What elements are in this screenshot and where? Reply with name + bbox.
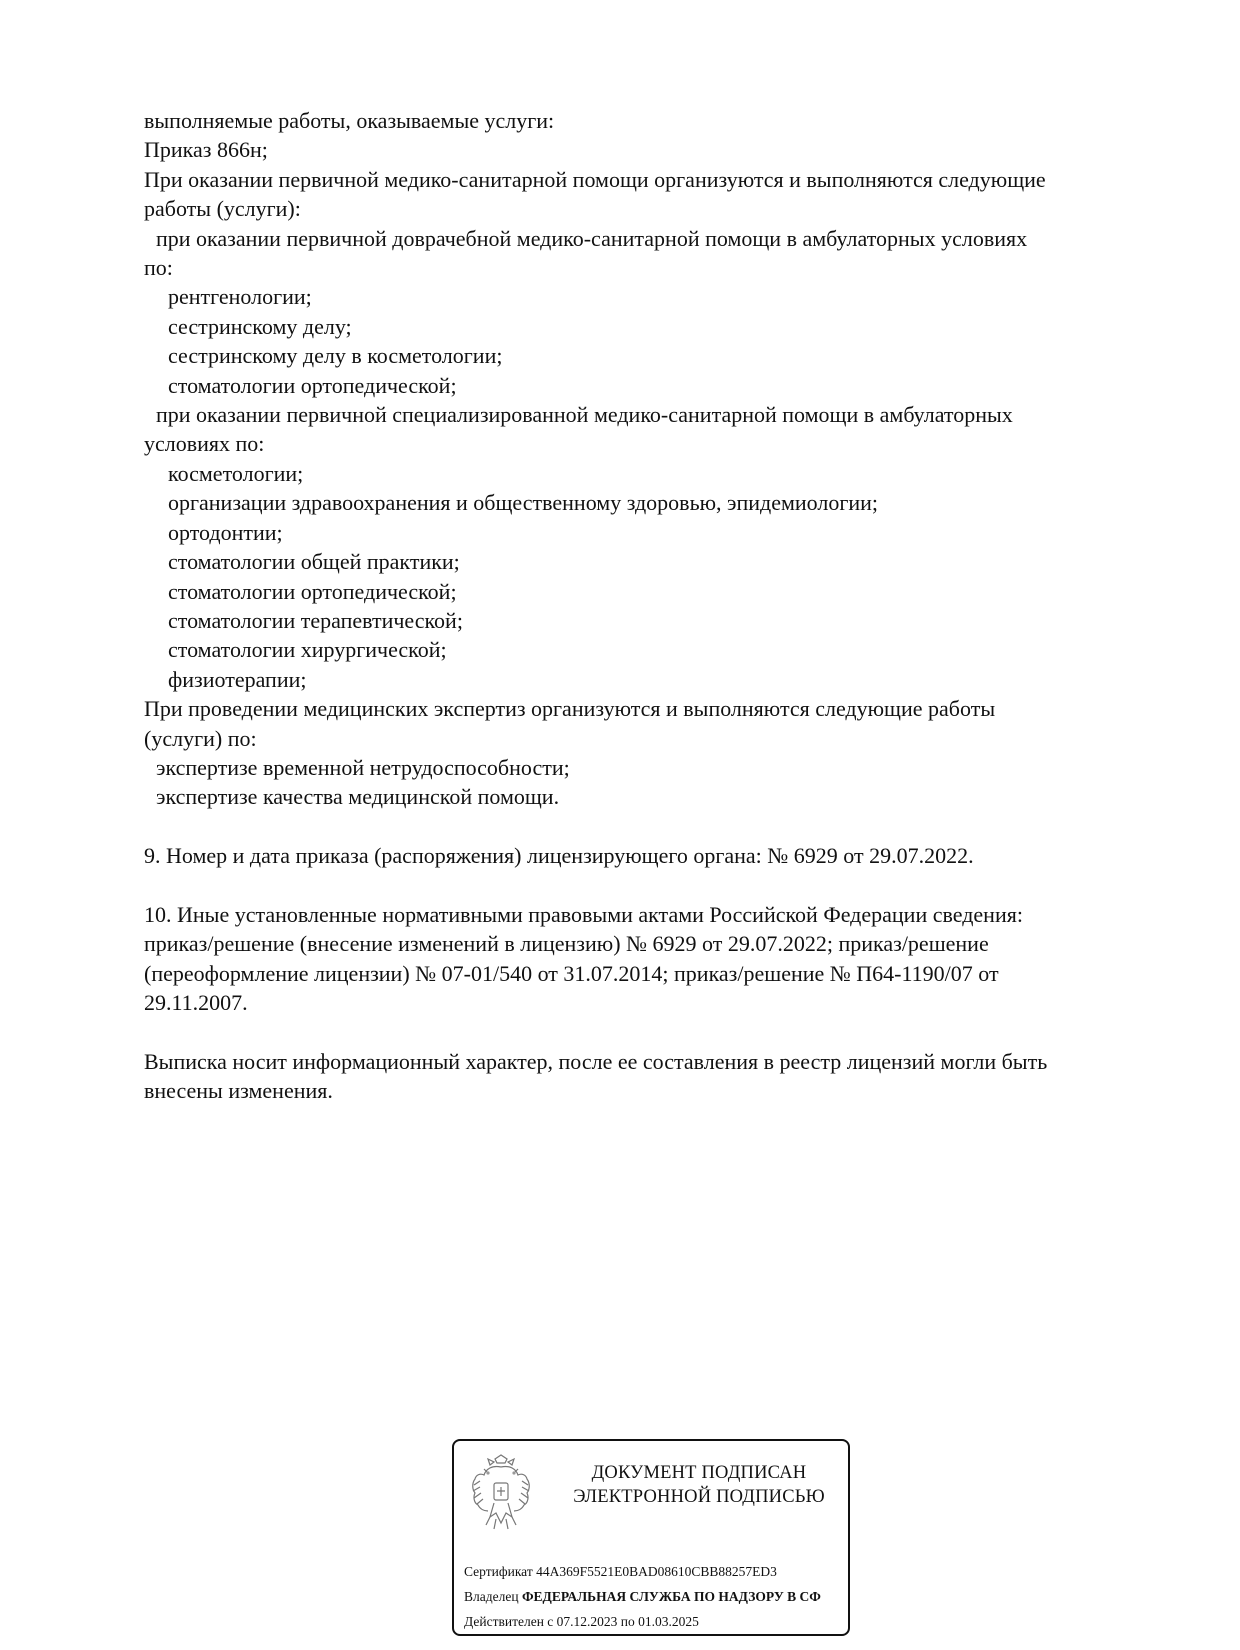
- validity-text: Действителен с 07.12.2023 по 01.03.2025: [464, 1614, 699, 1629]
- stamp-title: [554, 1461, 844, 1509]
- electronic-signature-stamp: [452, 1439, 850, 1636]
- text-line: работы (услуги):: [144, 196, 301, 222]
- list-item: экспертизе временной нетрудоспособности;: [156, 754, 570, 780]
- text-line: при оказании первичной специализированной медико-санитарной помощи в амбулаторных: [156, 402, 1013, 428]
- list-item: стоматологии ортопедической;: [168, 578, 457, 604]
- owner-label: Владелец: [464, 1589, 519, 1604]
- text-line: (услуги) по:: [144, 725, 257, 751]
- certificate-value: 44A369F5521E0BAD08610CBB88257ED3: [536, 1564, 777, 1579]
- note-line: Выписка носит информационный характер, после ее составления в реестр лицензий могли быть: [144, 1048, 1048, 1074]
- double-headed-eagle-emblem-icon: [468, 1453, 534, 1531]
- section-10-line: приказ/решение (внесение изменений в лицензию) № 6929 от 29.07.2022; приказ/решение: [144, 931, 989, 957]
- text-line: При проведении медицинских экспертиз организуются и выполняются следующие работы: [144, 696, 996, 722]
- text-line: Приказ 866н;: [144, 137, 268, 163]
- paragraph-gap: [144, 812, 1154, 841]
- section-9: 9. Номер и дата приказа (распоряжения) лицензирующего органа: № 6929 от 29.07.2022.: [144, 843, 974, 869]
- owner-row: [464, 1589, 821, 1605]
- list-item: сестринскому делу;: [168, 313, 352, 339]
- text-line: условиях по:: [144, 431, 265, 457]
- stamp-title-line: ЭЛЕКТРОННОЙ ПОДПИСЬЮ: [573, 1487, 825, 1507]
- section-10-line: 29.11.2007.: [144, 990, 248, 1016]
- list-item: стоматологии общей практики;: [168, 549, 460, 575]
- list-item: стоматологии ортопедической;: [168, 372, 457, 398]
- text-line: по:: [144, 255, 173, 281]
- list-item: стоматологии хирургической;: [168, 637, 447, 663]
- paragraph-gap: [144, 1018, 1154, 1047]
- owner-value: ФЕДЕРАЛЬНАЯ СЛУЖБА ПО НАДЗОРУ В СФ: [521, 1589, 821, 1604]
- list-item: сестринскому делу в косметологии;: [168, 343, 503, 369]
- certificate-row: [464, 1564, 777, 1580]
- stamp-title-line: ДОКУМЕНТ ПОДПИСАН: [591, 1463, 807, 1483]
- certificate-label: Сертификат: [464, 1564, 533, 1579]
- list-item: организации здравоохранения и общественному здоровью, эпидемиологии;: [168, 490, 879, 516]
- list-item: косметологии;: [168, 460, 304, 486]
- text-line: выполняемые работы, оказываемые услуги:: [144, 108, 555, 133]
- section-10-line: (переоформление лицензии) № 07-01/540 от 31.07.2014; приказ/решение № П64-1190/07 от: [144, 960, 999, 986]
- list-item: экспертизе качества медицинской помощи.: [156, 784, 560, 810]
- paragraph-gap: [144, 871, 1154, 900]
- list-item: рентгенологии;: [168, 284, 312, 310]
- note-line: внесены изменения.: [144, 1078, 333, 1104]
- text-line: при оказании первичной доврачебной медико-санитарной помощи в амбулаторных условиях: [156, 225, 1028, 251]
- document-body: [144, 106, 1154, 1106]
- list-item: ортодонтии;: [168, 519, 283, 545]
- list-item: стоматологии терапевтической;: [168, 607, 463, 633]
- text-line: При оказании первичной медико-санитарной помощи организуются и выполняются следующие: [144, 166, 1046, 192]
- list-item: физиотерапии;: [168, 666, 307, 692]
- validity-row: [464, 1614, 699, 1630]
- section-10-line: 10. Иные установленные нормативными правовыми актами Российской Федерации сведения:: [144, 901, 1023, 927]
